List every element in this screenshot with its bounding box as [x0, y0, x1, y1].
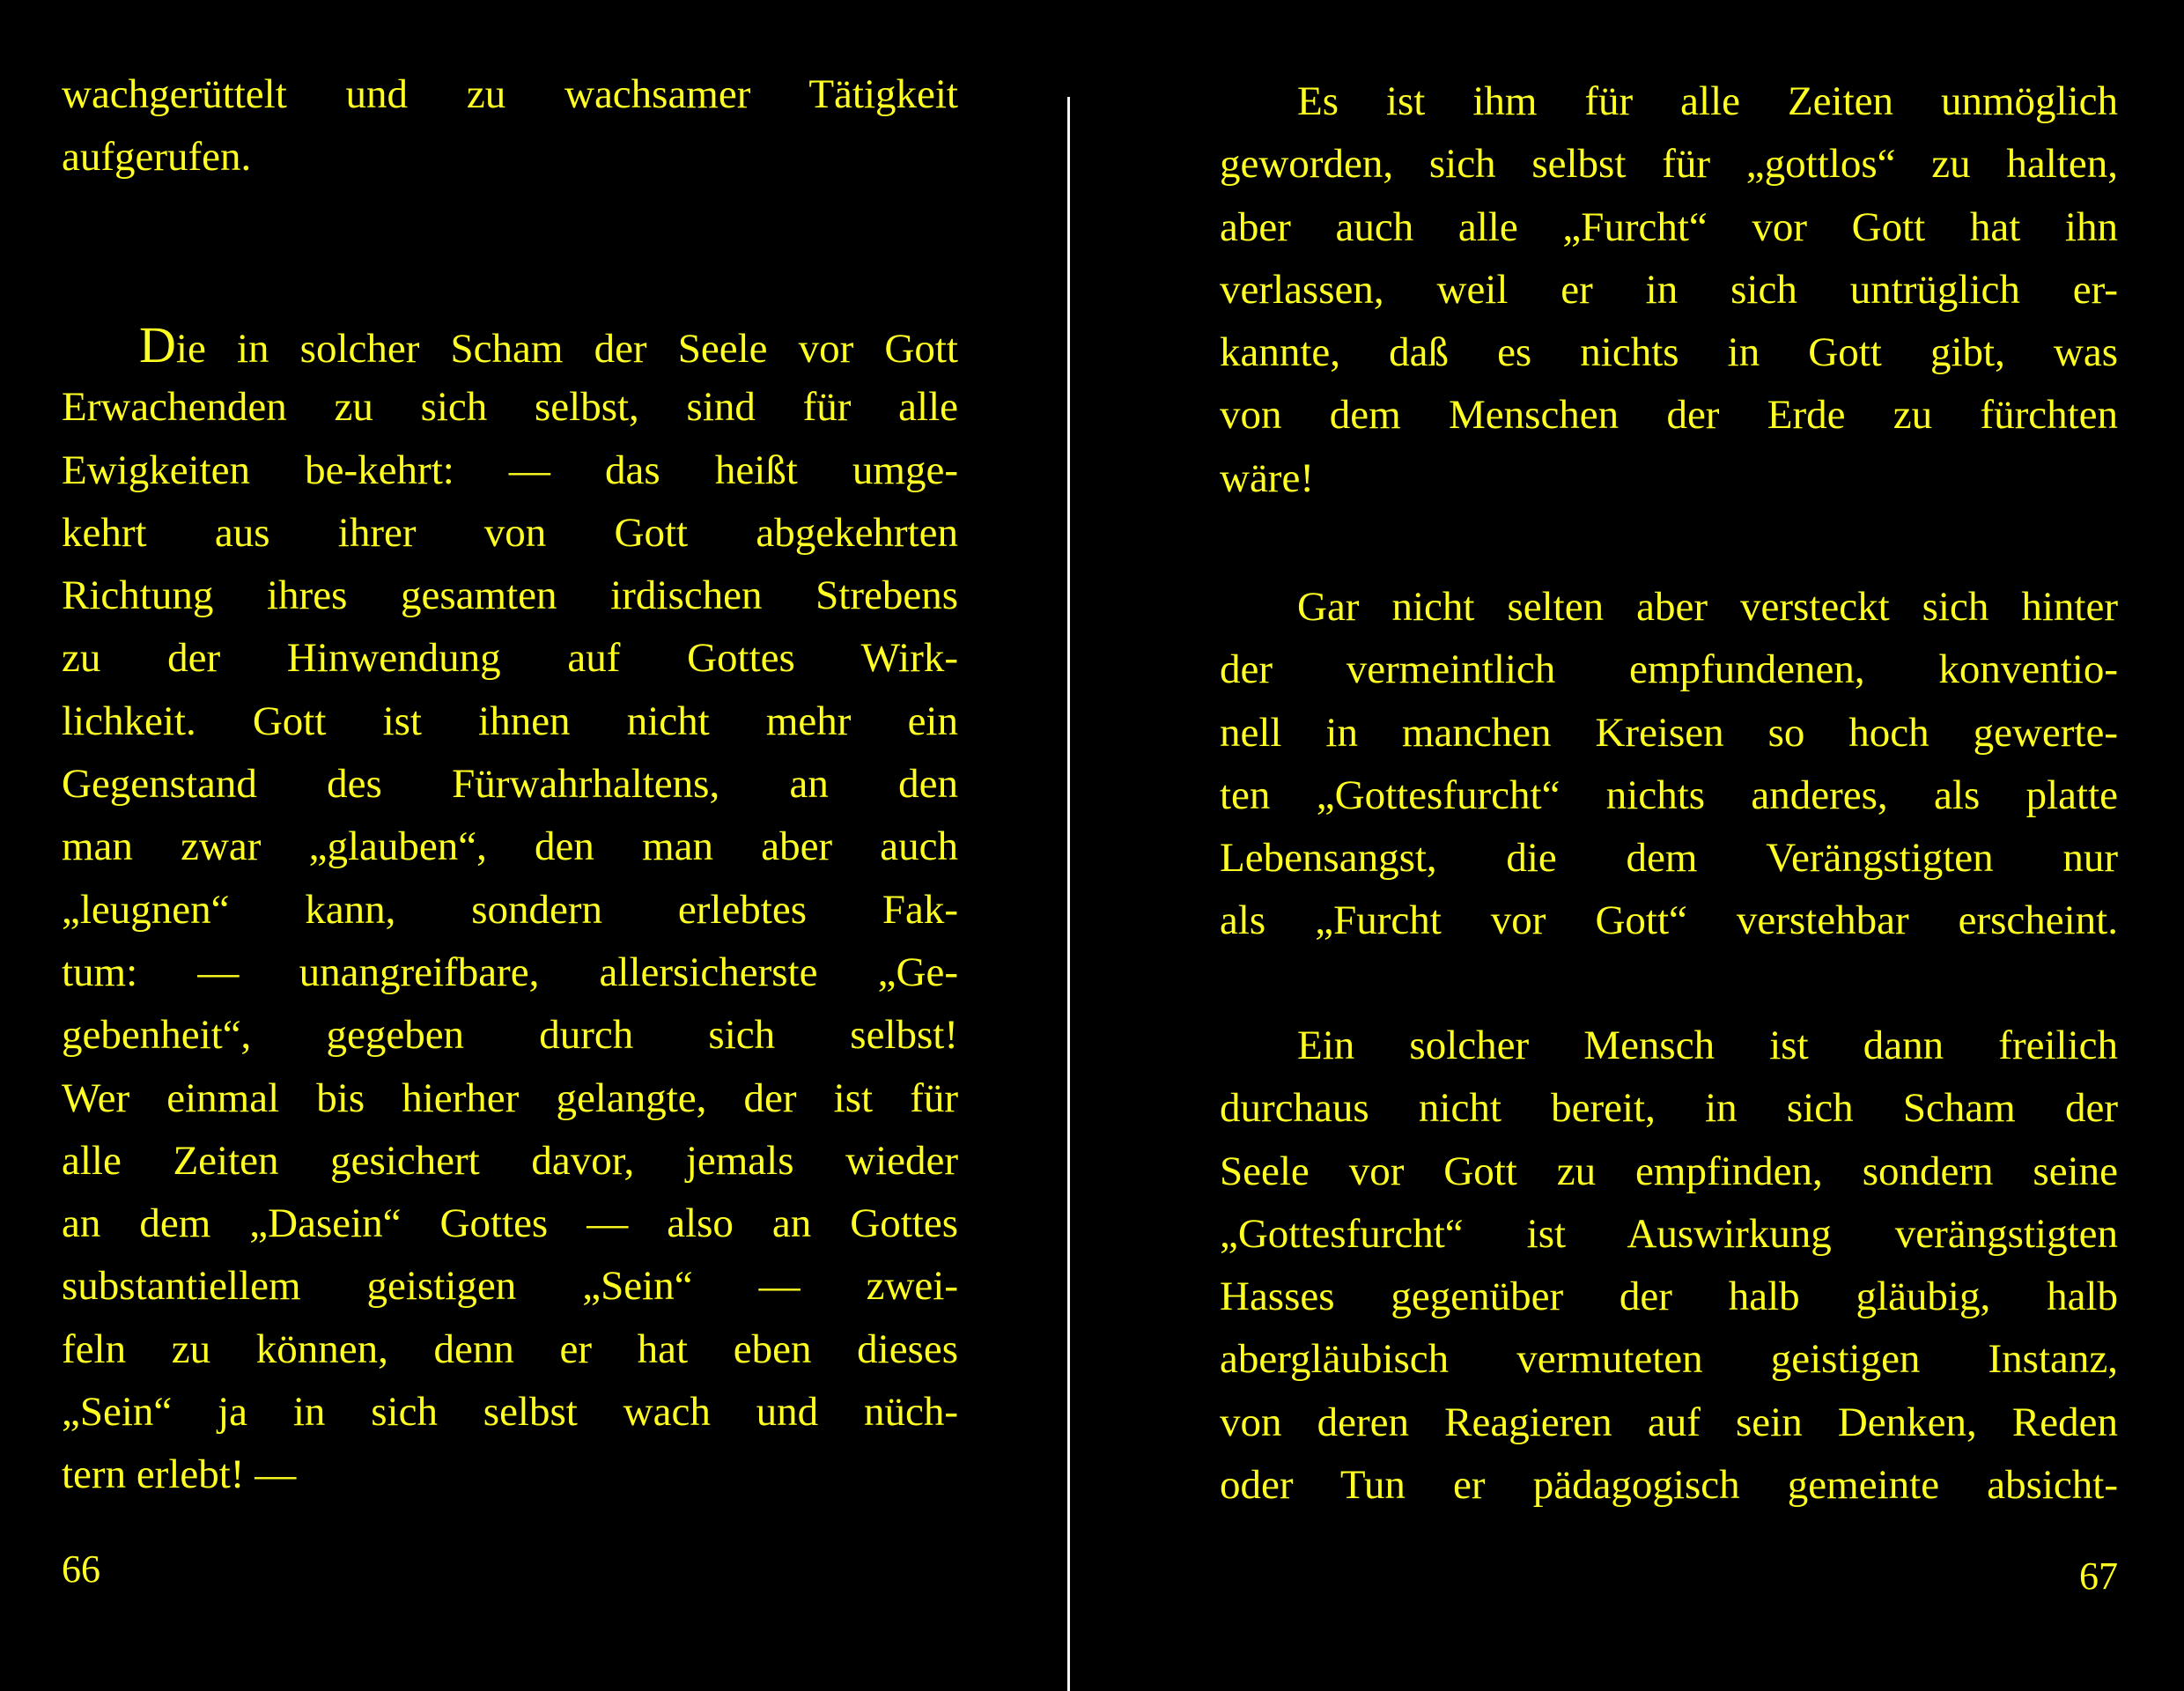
text-line — [62, 314, 958, 376]
text-line: Ein solcher Mensch ist dann freilich — [1297, 1023, 2118, 1068]
text-line: alle Zeiten gesichert davor, jemals wieder — [62, 1137, 958, 1184]
text-line: Erwachenden zu sich selbst, sind für alle — [62, 384, 958, 431]
text-line: Lebensangst, die dem Verängstigten nur — [1220, 835, 2118, 882]
text-line: der vermeintlich empfundenen, konventio- — [1220, 646, 2118, 693]
text-line: wäre! — [1220, 454, 1314, 501]
right-page-paragraph-3 — [1220, 1015, 2118, 1517]
text-line: zu der Hinwendung auf Gottes Wirk- — [62, 635, 958, 682]
text-line: oder Tun er pädagogisch gemeinte absicht- — [1220, 1462, 2118, 1509]
text-line: Richtung ihres gesamten irdischen Strebens — [62, 572, 958, 619]
text-line-rest: ie in solcher Scham der Seele vor Gott — [175, 326, 958, 372]
text-line: gebenheit“, gegeben durch sich selbst! — [62, 1012, 958, 1059]
text-line: ten „Gottesfurcht“ nichts anderes, als platte — [1220, 772, 2118, 818]
text-line: als „Furcht vor Gott“ verstehbar erscheint. — [1220, 897, 2118, 944]
text-line: lichkeit. Gott ist ihnen nicht mehr ein — [62, 698, 958, 744]
text-line: abergläubisch vermuteten geistigen Instanz, — [1220, 1336, 2118, 1383]
text-line: von deren Reagieren auf sein Denken, Reden — [1220, 1399, 2118, 1445]
text-line: substantiellem geistigen „Sein“ — zwei- — [62, 1263, 958, 1310]
right-page — [1070, 0, 2184, 1691]
text-line: kannte, daß es nichts in Gott gibt, was — [1220, 329, 2118, 376]
text-line: Ewigkeiten be-kehrt: — das heißt umge- — [62, 447, 958, 493]
text-line: an dem „Dasein“ Gottes — also an Gottes — [62, 1200, 958, 1247]
text-line: „Sein“ ja in sich selbst wach und nüch- — [62, 1389, 958, 1436]
text-line: Es ist ihm für alle Zeiten unmöglich — [1297, 78, 2118, 124]
right-page-paragraph-2 — [1220, 576, 2118, 953]
page-number-right: 67 — [2079, 1554, 2118, 1598]
initial-letter: D — [139, 316, 176, 373]
text-line: feln zu können, denn er hat eben dieses — [62, 1325, 958, 1372]
text-line: tern erlebt! — — [62, 1451, 297, 1498]
text-line: Seele vor Gott zu empfinden, sondern seine — [1220, 1148, 2118, 1194]
text-line: tum: — unangreifbare, allersicherste „Ge- — [62, 949, 958, 995]
right-page-paragraph-1 — [1220, 70, 2118, 510]
text-line: geworden, sich selbst für „gottlos“ zu halten, — [1220, 141, 2118, 188]
page-number-left: 66 — [62, 1547, 100, 1591]
text-line: „Gottesfurcht“ ist Auswirkung verängstigten — [1220, 1210, 2118, 1257]
text-line: verlassen, weil er in sich untrüglich er- — [1220, 266, 2118, 313]
text-line: Hasses gegenüber der halb gläubig, halb — [1220, 1274, 2118, 1320]
text-line: von dem Menschen der Erde zu fürchten — [1220, 392, 2118, 439]
text-line: Gegenstand des Fürwahrhaltens, an den — [62, 761, 958, 808]
text-line: „leugnen“ kann, sondern erlebtes Fak- — [62, 886, 958, 933]
text-line: Wer einmal bis hierher gelangte, der ist für — [62, 1074, 958, 1121]
text-line: aber auch alle „Furcht“ vor Gott hat ihn — [1220, 203, 2118, 250]
text-line: kehrt aus ihrer von Gott abgekehrten — [62, 509, 958, 556]
text-line: wachgerüttelt und zu wachsamer Tätigkeit — [62, 71, 958, 117]
text-line: Gar nicht selten aber versteckt sich hinter — [1297, 584, 2118, 630]
left-page-continuation — [62, 63, 958, 189]
left-page — [0, 0, 1070, 1691]
text-line: durchaus nicht bereit, in sich Scham der — [1220, 1085, 2118, 1132]
left-page-paragraph — [62, 314, 958, 1507]
text-line: nell in manchen Kreisen so hoch gewerte- — [1220, 709, 2118, 756]
text-line: man zwar „glauben“, den man aber auch — [62, 823, 958, 870]
text-line: aufgerufen. — [62, 134, 252, 181]
